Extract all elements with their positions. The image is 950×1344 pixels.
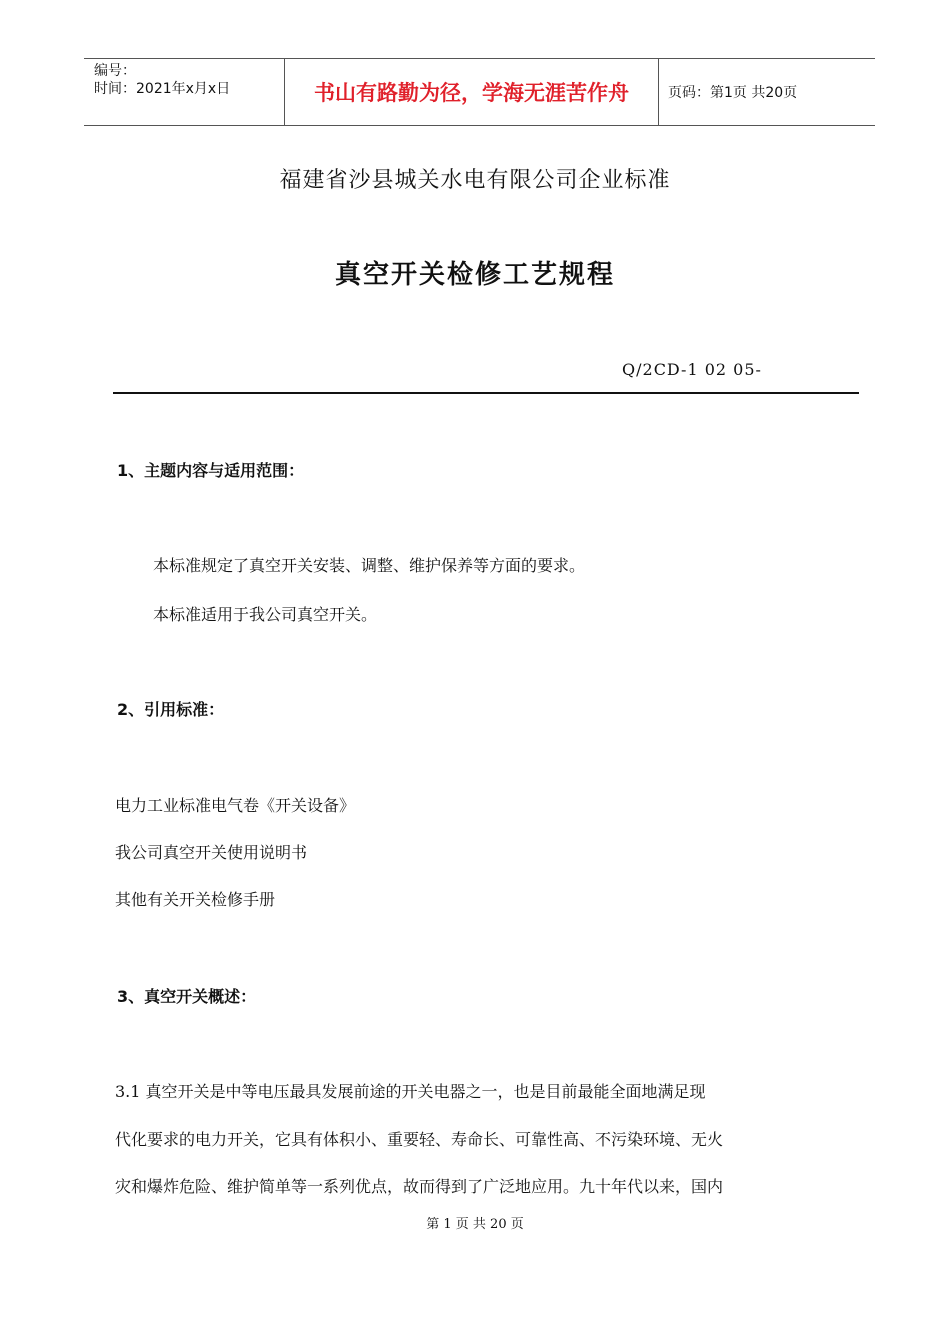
section-3-line-2: 代化要求的电力开关，它具有体积小、重要轻、寿命长、可靠性高、不污染环境、无火 — [115, 1130, 724, 1149]
header-table — [84, 58, 875, 126]
section-1-paragraph-2: 本标准适用于我公司真空开关。 — [153, 605, 378, 624]
section-1-heading: 1、主题内容与适用范围： — [117, 461, 305, 480]
reference-item-3: 其他有关开关检修手册 — [115, 890, 276, 909]
section-3-line-3: 灾和爆炸危险、维护简单等一系列优点，故而得到了广泛地应用。九十年代以来，国内 — [115, 1177, 724, 1196]
section-2-heading: 2、引用标准： — [117, 700, 225, 719]
section-1-paragraph-1: 本标准规定了真空开关安装、调整、维护保养等方面的要求。 — [153, 556, 586, 575]
page-footer: 第 1 页 共 20 页 — [426, 1217, 524, 1232]
header-page-info: 页码：第1页 共20页 — [668, 85, 798, 101]
company-standard-line: 福建省沙县城关水电有限公司企业标准 — [279, 168, 671, 193]
section-3-line-1: 3.1 真空开关是中等电压最具发展前途的开关电器之一，也是目前最能全面地满足现 — [115, 1082, 706, 1101]
reference-item-1: 电力工业标准电气卷《开关设备》 — [115, 796, 356, 815]
document-code: Q/2CD-1 02 05- — [622, 360, 762, 379]
document-title: 真空开关检修工艺规程 — [334, 260, 615, 290]
time-label: 时间：2021年x月x日 — [94, 81, 231, 97]
number-label: 编号： — [94, 63, 136, 79]
reference-item-2: 我公司真空开关使用说明书 — [115, 843, 308, 862]
section-3-heading: 3、真空开关概述： — [117, 987, 257, 1006]
header-meta-cell — [84, 59, 285, 125]
header-motto: 书山有路勤为径，学海无涯苦作舟 — [285, 59, 659, 125]
title-divider — [113, 392, 859, 394]
